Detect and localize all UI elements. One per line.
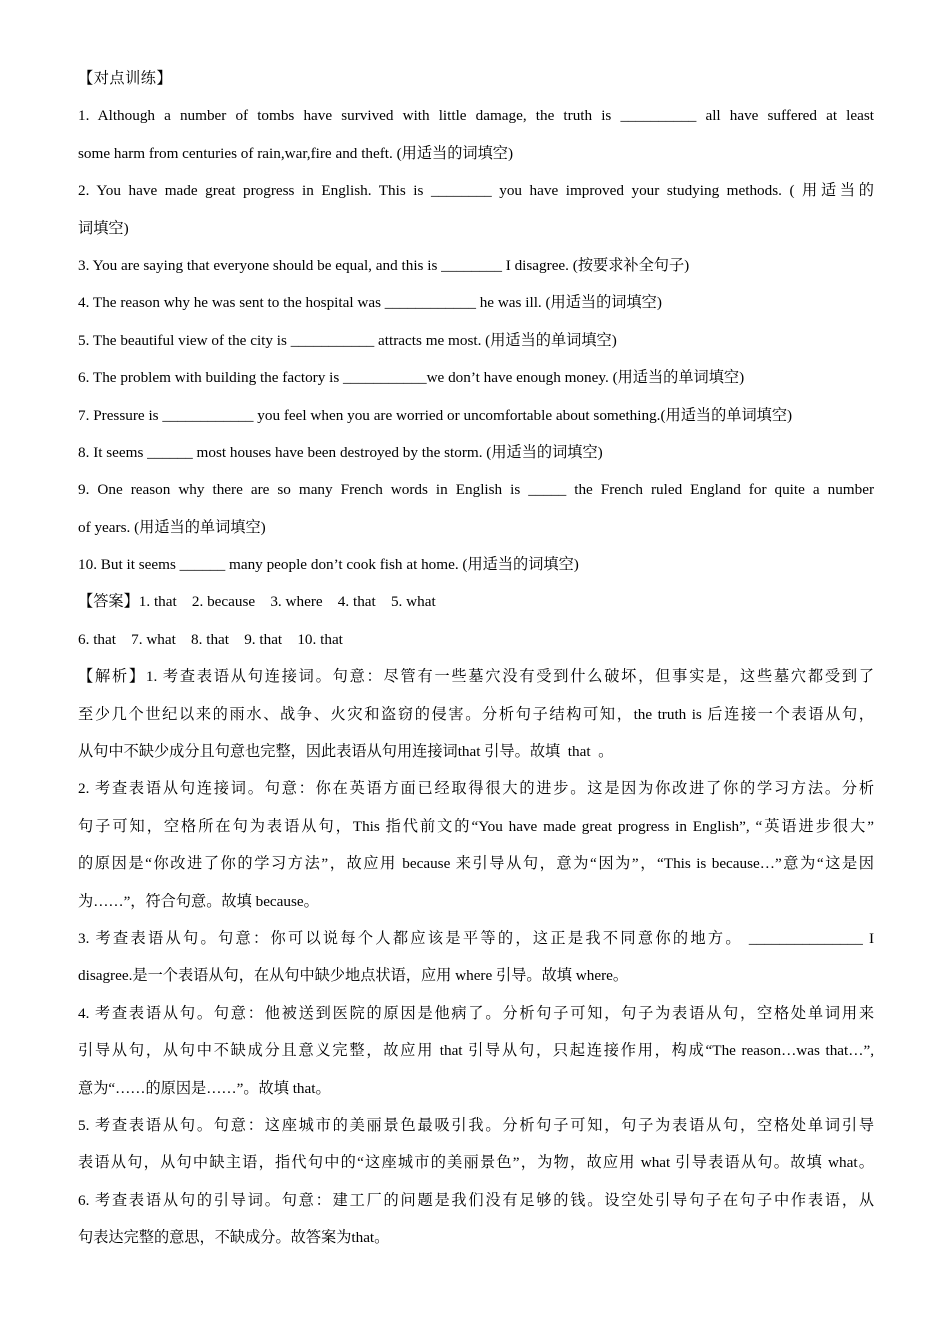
question-text-line: 9. One reason why there are so many French words in English is _____ the French ruled England for quite a number: [78, 481, 874, 499]
question-2: [78, 172, 874, 247]
analysis-text-line: 5. 考查表语从句。句意：这座城市的美丽景色最吸引我。分析句子可知，句子为表语从句，空格处单词引导: [78, 1116, 874, 1134]
question-text-line: 1. Although a number of tombs have survived with little damage, the truth is __________ all have suffered at least: [78, 107, 874, 125]
analysis-text-line: 为……”，符合句意。故填 because。: [78, 892, 319, 910]
question-text-line: 8. It seems ______ most houses have been destroyed by the storm. (用适当的词填空): [78, 443, 603, 461]
analysis-text-line: 引导从句，从句中不缺成分且意义完整，故应用 that 引导从句，只起连接作用，构成“The reason…was that…”,: [78, 1042, 874, 1060]
analysis-text-line: 句表达完整的意思，不缺成分。故答案为that。: [78, 1229, 390, 1247]
question-4: [78, 284, 874, 321]
analysis-text-line: 的原因是“你改进了你的学习方法”，故应用 because 来引导从句，意为“因为”，“This is because…”意为“这是因: [78, 855, 874, 873]
analysis-item-1: [78, 658, 874, 770]
analysis-text-line: 至少几个世纪以来的雨水、战争、火灾和盗窃的侵害。分析句子结构可知，the truth is 后连接一个表语从句，: [78, 705, 874, 723]
analysis-item-2: [78, 770, 874, 920]
analysis-text-line: 4. 考查表语从句。句意：他被送到医院的原因是他病了。分析句子可知，句子为表语从句，空格处单词用来: [78, 1004, 874, 1022]
section-title: 【对点训练】: [78, 70, 173, 87]
analysis-text-line: 意为“……的原因是……”。故填 that。: [78, 1079, 331, 1097]
analysis-text-line: 从句中不缺少成分且句意也完整，因此表语从句用连接词that 引导。故填 that 。: [78, 743, 614, 761]
analysis-item-4: [78, 995, 874, 1107]
question-list: [78, 97, 874, 583]
question-text-line: 词填空): [78, 219, 129, 237]
question-5: [78, 322, 874, 359]
analysis-text-line: 6. 考查表语从句的引导词。句意：建工厂的问题是我们没有足够的钱。设空处引导句子在句子中作表语，从: [78, 1191, 874, 1209]
question-text-line: 6. The problem with building the factory is ___________we don’t have enough money. (用适当的单词填空): [78, 369, 745, 387]
analysis-block: [78, 658, 874, 1256]
question-3: [78, 247, 874, 284]
answer-block: [78, 583, 874, 658]
analysis-text-line: 句子可知，空格所在句为表语从句，This 指代前文的“You have made great progress in English”, “英语进步很大”: [78, 817, 874, 835]
analysis-item-3: [78, 920, 874, 995]
question-text-line: 5. The beautiful view of the city is ___________ attracts me most. (用适当的单词填空): [78, 331, 617, 349]
analysis-text-line: 2. 考查表语从句连接词。句意：你在英语方面已经取得很大的进步。这是因为你改进了你的学习方法。分析: [78, 780, 874, 798]
analysis-text-line: 表语从句，从句中缺主语，指代句中的“这座城市的美丽景色”，为物，故应用 what 引导表语从句。故填 what。: [78, 1154, 874, 1172]
analysis-text-line: 3. 考查表语从句。句意：你可以说每个人都应该是平等的，这正是我不同意你的地方。 _______________ I: [78, 929, 874, 947]
question-text-line: 3. You are saying that everyone should be equal, and this is ________ I disagree. (按要求补全句子): [78, 256, 690, 274]
analysis-item-5: [78, 1107, 874, 1182]
question-text-line: 2. You have made great progress in English. This is ________ you have improved your studying methods. ( 用适当的: [78, 182, 874, 200]
question-text-line: 4. The reason why he was sent to the hospital was ____________ he was ill. (用适当的词填空): [78, 294, 662, 312]
question-6: [78, 359, 874, 396]
question-text-line: some harm from centuries of rain,war,fire and theft. (用适当的词填空): [78, 144, 514, 162]
question-10: [78, 546, 874, 583]
answer-line-1: 【答案】1. that 2. because 3. where 4. that 5. what: [78, 593, 436, 611]
analysis-item-6: [78, 1182, 874, 1257]
content-column: [78, 60, 874, 1257]
analysis-text-line: disagree.是一个表语从句，在从句中缺少地点状语，应用 where 引导。故填 where。: [78, 967, 629, 985]
analysis-text-line: 【解析】1. 考查表语从句连接词。句意：尽管有一些墓穴没有受到什么破坏，但事实是，这些墓穴都受到了: [78, 668, 874, 686]
question-7: [78, 397, 874, 434]
question-9: [78, 471, 874, 546]
question-text-line: 10. But it seems ______ many people don’t cook fish at home. (用适当的词填空): [78, 556, 579, 574]
question-text-line: of years. (用适当的单词填空): [78, 518, 266, 536]
question-1: [78, 97, 874, 172]
question-8: [78, 434, 874, 471]
answer-line-2: 6. that 7. what 8. that 9. that 10. that: [78, 630, 343, 648]
question-text-line: 7. Pressure is ____________ you feel when you are worried or uncomfortable about something.(用适当的单词填空): [78, 406, 793, 424]
